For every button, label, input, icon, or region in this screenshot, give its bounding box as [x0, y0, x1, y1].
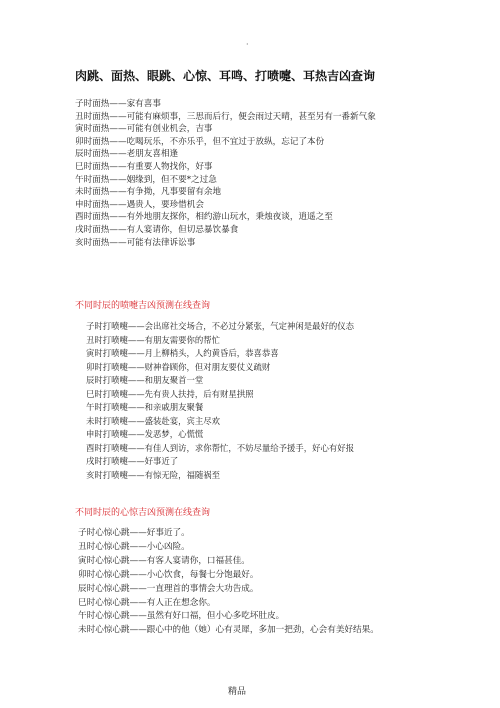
- heart-line: 子时心惊心跳——好事近了。: [78, 528, 190, 538]
- header-mark: ·: [246, 40, 249, 49]
- sneeze-list: [86, 320, 446, 482]
- face-heat-line: 戌时面热——有人宴请你，但切忌暴饮暴食: [75, 224, 239, 235]
- face-heat-line: 申时面热——遇贵人，要珍惜机会: [75, 199, 204, 210]
- sneeze-line: 午时打喷嚏——和亲戚朋友聚餐: [86, 402, 204, 412]
- heart-line: 巳时心惊心跳——有人正在想念你。: [78, 597, 216, 608]
- sneeze-line: 辰时打喷嚏——和朋友聚首一堂: [86, 375, 204, 385]
- sneeze-line: 丑时打喷嚏——有朋友需要你的帮忙: [86, 334, 220, 345]
- face-heat-line: 卯时面热——吃喝玩乐，不亦乐乎，但不宜过于放纵，忘记了本份: [75, 136, 325, 147]
- page-title: 肉跳、面热、眼跳、心惊、耳鸣、打喷嚏、耳热吉凶查询: [75, 69, 376, 83]
- sneeze-line: 戌时打喷嚏——好事近了: [86, 456, 179, 466]
- face-heat-line: 亥时面热——可能有法律诉讼事: [75, 237, 196, 248]
- face-heat-line: 酉时面热——有外地朋友探你，相约游山玩水，秉烛夜谈，逍遥之至: [75, 212, 333, 223]
- heart-list: [78, 527, 448, 638]
- face-heat-line: 巳时面热——有重要人物找你，好事: [75, 161, 213, 172]
- heart-line: 寅时心惊心跳——有客人宴请你，口福甚佳。: [78, 555, 250, 566]
- footer-label: 精品: [228, 687, 247, 697]
- heart-line: 未时心惊心跳——跟心中的他（她）心有灵犀，多加一把劲，心会有美好结果。: [78, 625, 379, 636]
- face-heat-line: 午时面热——姻缘到，但不要*之过急: [75, 174, 217, 185]
- face-heat-line: 丑时面热——可能有麻烦事，三思而后行，便会雨过天晴，甚至另有一番新气象: [75, 111, 376, 122]
- sneeze-line: 申时打喷嚏——发恶梦，心慌慌: [86, 429, 204, 439]
- sneeze-line: 巳时打喷嚏——先有贵人扶持，后有财星拱照: [86, 388, 254, 399]
- heart-line: 丑时心惊心跳——小心凶险。: [78, 541, 190, 552]
- face-heat-list: [75, 98, 435, 249]
- sneeze-line: 寅时打喷嚏——月上柳梢头，人约黄昏后，恭喜恭喜: [86, 348, 279, 358]
- sneeze-line: 酉时打喷嚏——有佳人到访，求你帮忙，不妨尽量给予援手，好心有好报: [86, 442, 354, 453]
- sneeze-line: 子时打喷嚏——会出席社交场合，不必过分紧张，气定神闲是最好的仪态: [86, 321, 354, 331]
- heart-line: 辰时心惊心跳——一直理首的事情会大功告成。: [78, 583, 259, 594]
- heart-heading: 不同时辰的心惊吉凶预测在线查询: [75, 508, 211, 518]
- heart-line: 卯时心惊心跳——小心饮食，每餐七分饱最好。: [78, 569, 259, 580]
- face-heat-line: 未时面热——有争拗，凡事要留有余地: [75, 187, 222, 198]
- sneeze-line: 未时打喷嚏——盛装赴宴，宾主尽欢: [86, 415, 220, 426]
- sneeze-line: 亥时打喷嚏——有惊无险，福随祸至: [86, 469, 220, 480]
- heart-line: 午时心惊心跳——虽然有好口福，但小心多吃坏肚皮。: [78, 611, 285, 622]
- sneeze-heading: 不同时辰的喷嚏吉凶预测在线查询: [75, 301, 211, 311]
- sneeze-line: 卯时打喷嚏——财神眷顾你，但对朋友要仗义疏财: [86, 361, 271, 372]
- face-heat-line: 寅时面热——可能有创业机会，吉事: [75, 124, 213, 135]
- face-heat-line: 子时面热——家有喜事: [75, 99, 161, 109]
- face-heat-line: 辰时面热——老朋友喜相逢: [75, 149, 179, 160]
